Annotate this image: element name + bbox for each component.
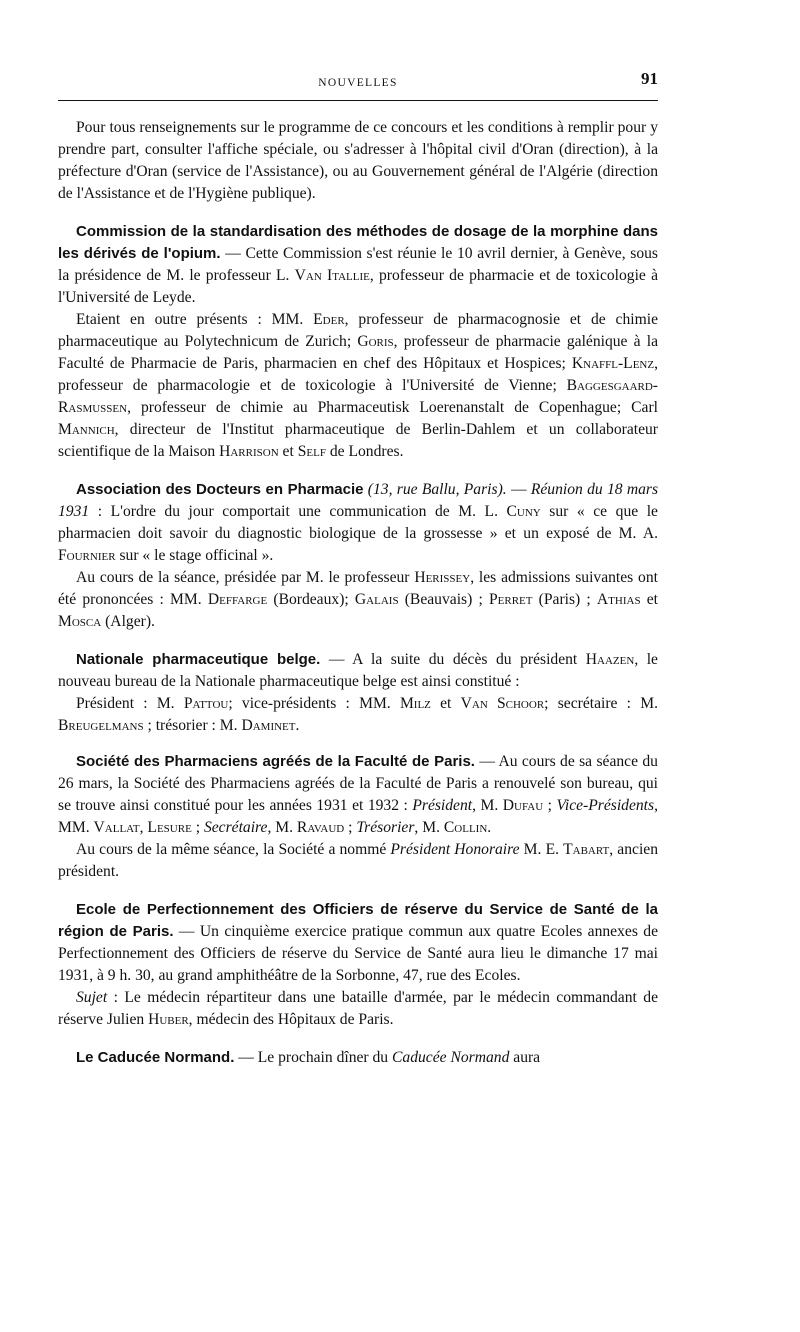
person-name: Lesure — [147, 819, 192, 836]
section-title: Association des Docteurs en Pharmacie — [76, 481, 364, 498]
person-name: Perret — [488, 591, 533, 608]
section-nationale — [58, 649, 658, 737]
person-name: Cuny — [506, 503, 541, 520]
person-name: Daminet — [241, 717, 296, 734]
section-title: Ecole de Perfectionnement des Officiers de réserve du Service de Santé de la région de Paris. — [58, 901, 658, 940]
page-header — [58, 64, 658, 90]
societe-paragraph: Société des Pharmaciens agréés de la Faculté de Paris. — Au cours de sa séance du 26 mars, la Société des Pharmaciens agréés de la Faculté de Paris a renouvelé son bureau, qui se trouve ainsi constitué pour les années 1931 et 1932 : Président, M. Dufau ; Vice-Présidents, MM. Vallat, Lesure ; Secrétaire, M. Ravaud ; Trésorier, M. Collin. — [58, 753, 658, 836]
person-name: Milz — [399, 695, 431, 712]
person-name: Mannich — [58, 421, 115, 438]
sujet-paragraph: Sujet : Le médecin répartiteur dans une bataille d'armée, par le médecin commandant de réserve Julien Huber, médecin des Hôpitaux de Paris. — [58, 989, 658, 1028]
section-association — [58, 479, 658, 633]
meeting-date: Réunion du 18 mars 1931 — [58, 481, 659, 520]
person-name: Goris — [357, 333, 394, 350]
header-rule — [58, 100, 658, 101]
section-ecole — [58, 899, 658, 1031]
nationale-paragraph: Nationale pharmaceutique belge. — A la suite du décès du président Haazen, le nouveau bureau de la Nationale pharmaceutique belge est ainsi constitué : — [58, 651, 658, 690]
commission-paragraph: Commission de la standardisation des méthodes de dosage de la morphine dans les dérivés de l'opium. — Cette Commission s'est réunie le 10 avril dernier, à Genève, sous la présidence de M. le professeur L. Van Itallie, professeur de pharmacie et de toxicologie à l'Université de Leyde. — [58, 223, 659, 306]
section-commission — [58, 221, 658, 463]
person-name: Van Itallie — [294, 267, 370, 284]
intro-paragraph: Pour tous renseignements sur le programme de ce concours et les conditions à remplir pour y prendre part, consulter l'affiche spéciale, ou s'adresser à l'hôpital civil d'Oran (direction), à la préfecture d'Oran (service de l'Assistance), ou au Gouvernement général de l'Algérie (direction de l'Assistance et de l'Hygiène publique). — [58, 119, 658, 202]
person-name: Tabart — [563, 841, 610, 858]
association-paragraph: Association des Docteurs en Pharmacie (13, rue Ballu, Paris). — Réunion du 18 mars 1931 : L'ordre du jour comportait une communication de M. L. Cuny sur « ce que le pharmacien doit savoir du diagnostic biologique de la grossesse » et un exposé de M. A. Fournier sur « le stage officinal ». — [58, 481, 659, 564]
person-name: Vallat — [93, 819, 140, 836]
person-name: Herissey — [414, 569, 471, 586]
attendees-paragraph: Etaient en outre présents : MM. Eder, professeur de pharmacognosie et de chimie pharmaceutique au Polytechnicum de Zurich; Goris, professeur de pharmacie galénique à la Faculté de Pharmacie de Paris, pharmacien en chef des Hôpitaux et Hospices; Knaffl-Lenz, professeur de pharmacologie et de toxicologie à l'Université de Vienne; Baggesgaard-Rasmussen, professeur de chimie au Pharmaceutisk Loerenanstalt de Copenhague; Carl Mannich, directeur de l'Institut pharmaceutique de Berlin-Dahlem et un collaborateur scientifique de la Maison Harrison et Self de Londres. — [58, 311, 659, 460]
bureau-paragraph: Président : M. Pattou; vice-présidents : MM. Milz et Van Schoor; secrétaire : M. Breugelmans ; trésorier : M. Daminet. — [58, 695, 658, 734]
person-name: Van Schoor — [460, 695, 545, 712]
admissions-paragraph: Au cours de la séance, présidée par M. le professeur Herissey, les admissions suivantes ont été prononcées : MM. Deffarge (Bordeaux); Galais (Beauvais) ; Perret (Paris) ; Athias et Mosca (Alger). — [58, 569, 659, 630]
person-name: Huber — [148, 1011, 189, 1028]
person-name: Fournier — [58, 547, 116, 564]
person-name: Dufau — [502, 797, 544, 814]
section-societe — [58, 751, 658, 883]
section-title: Société des Pharmaciens agréés de la Faculté de Paris. — [76, 753, 475, 770]
section-title: Commission de la standardisation des méthodes de dosage de la morphine dans les dérivés de l'opium. — [58, 223, 658, 262]
caducee-paragraph: Le Caducée Normand. — Le prochain dîner du Caducée Normand aura — [76, 1049, 541, 1066]
journal-name: Caducée Normand — [392, 1049, 510, 1066]
person-name: Breugelmans — [58, 717, 144, 734]
person-name: Haazen — [585, 651, 635, 668]
person-name: Eder — [313, 311, 345, 328]
page-number: 91 — [641, 69, 658, 88]
person-name: Deffarge — [207, 591, 268, 608]
person-name: Collin — [443, 819, 488, 836]
section-title: Le Caducée Normand. — [76, 1049, 235, 1066]
running-title: NOUVELLES — [318, 77, 398, 89]
person-name: Mosca — [58, 613, 102, 630]
person-name: Harrison — [219, 443, 279, 460]
ecole-paragraph: Ecole de Perfectionnement des Officiers de réserve du Service de Santé de la région de Paris. — Un cinquième exercice pratique commun aux quatre Ecoles annexes de Perfectionnement des Officiers de réserve du Service de Santé aura lieu le dimanche 17 mai 1931, à 9 h. 30, au grand amphithéâtre de la Sorbonne, 47, rue des Ecoles. — [58, 901, 658, 984]
document-page — [58, 64, 658, 1069]
person-name: Ravaud — [296, 819, 345, 836]
honoraire-paragraph: Au cours de la même séance, la Société a nommé Président Honoraire M. E. Tabart, ancien président. — [58, 841, 658, 880]
section-caducee — [58, 1047, 658, 1069]
person-name: Baggesgaard-Rasmussen — [58, 377, 658, 416]
person-name: Athias — [596, 591, 641, 608]
person-name: Knaffl-Lenz — [571, 355, 655, 372]
address: (13, rue Ballu, Paris). — [367, 481, 507, 498]
person-name: Self — [297, 443, 326, 460]
person-name: Pattou — [183, 695, 229, 712]
section-title: Nationale pharmaceutique belge. — [76, 651, 321, 668]
subject-label: Sujet — [76, 989, 108, 1006]
person-name: Galais — [354, 591, 399, 608]
